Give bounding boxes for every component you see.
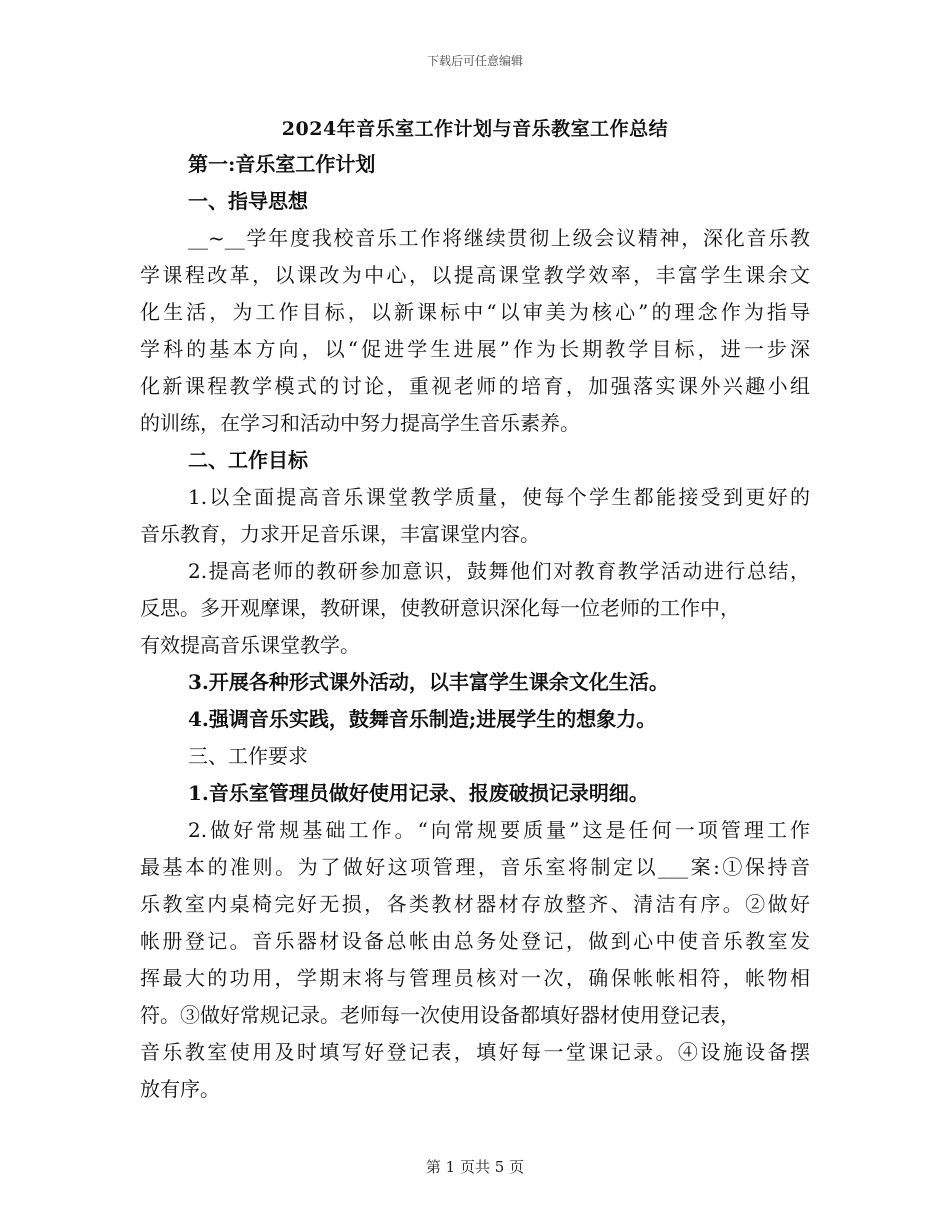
text-line: 2.做好常规基础工作。“向常规要质量”这是任何一项管理工作: [188, 818, 810, 842]
page-footer: 第 1 页共 5 页: [425, 1158, 525, 1176]
text-line: 学课程改革，以课改为中心，以提高课堂教学效率，丰富学生课余文: [140, 263, 810, 287]
text-line: 帐册登记。音乐器材设备总帐由总务处登记，做到心中使音乐教室发: [140, 929, 810, 953]
text-line: 放有序。: [140, 1077, 220, 1101]
text-line: 最基本的准则。为了做好这项管理，音乐室将制定以___案:①保持音: [140, 855, 810, 879]
text-line: 符。③做好常规记录。老师每一次使用设备都填好器材使用登记表，: [140, 1003, 740, 1027]
text-line: 二、工作目标: [188, 448, 308, 472]
text-line: 一、指导思想: [188, 189, 308, 213]
text-line: 乐教室内桌椅完好无损，各类教材器材存放整齐、清洁有序。②做好: [140, 892, 810, 916]
text-line: 的训练，在学习和活动中努力提高学生音乐素养。: [140, 411, 580, 435]
text-line: 反思。多开观摩课，教研课，使教研意识深化每一位老师的工作中，: [140, 596, 740, 620]
text-line: 1.音乐室管理员做好使用记录、报废破损记录明细。: [188, 781, 649, 805]
document-title: 2024年音乐室工作计划与音乐教室工作总结: [281, 118, 669, 140]
text-line: 1.以全面提高音乐课堂教学质量，使每个学生都能接受到更好的: [188, 485, 810, 509]
text-line: 音乐教室使用及时填写好登记表，填好每一堂课记录。④设施设备摆: [140, 1040, 810, 1064]
text-line: __~__学年度我校音乐工作将继续贯彻上级会议精神，深化音乐教: [188, 226, 810, 250]
text-line: 挥最大的功用，学期末将与管理员核对一次，确保帐帐相符，帐物相: [140, 966, 810, 990]
text-line: 音乐教育，力求开足音乐课，丰富课堂内容。: [140, 522, 540, 546]
text-line: 3.开展各种形式课外活动，以丰富学生课余文化生活。: [188, 670, 669, 694]
text-line: 4.强调音乐实践，鼓舞音乐制造;进展学生的想象力。: [188, 707, 657, 731]
text-line: 三、工作要求: [188, 744, 308, 768]
text-line: 学科的基本方向，以“促进学生进展”作为长期教学目标，进一步深: [140, 337, 810, 361]
text-line: 化新课程教学模式的讨论，重视老师的培育，加强落实课外兴趣小组: [140, 374, 810, 398]
text-line: 2.提高老师的教研参加意识，鼓舞他们对教育教学活动进行总结，: [188, 559, 810, 583]
text-line: 有效提高音乐课堂教学。: [140, 633, 360, 657]
text-line: 第一:音乐室工作计划: [188, 152, 376, 176]
header-note: 下载后可任意编辑: [426, 54, 523, 68]
document-body: [140, 146, 810, 1108]
text-line: 化生活，为工作目标，以新课标中“以审美为核心”的理念作为指导: [140, 300, 810, 324]
